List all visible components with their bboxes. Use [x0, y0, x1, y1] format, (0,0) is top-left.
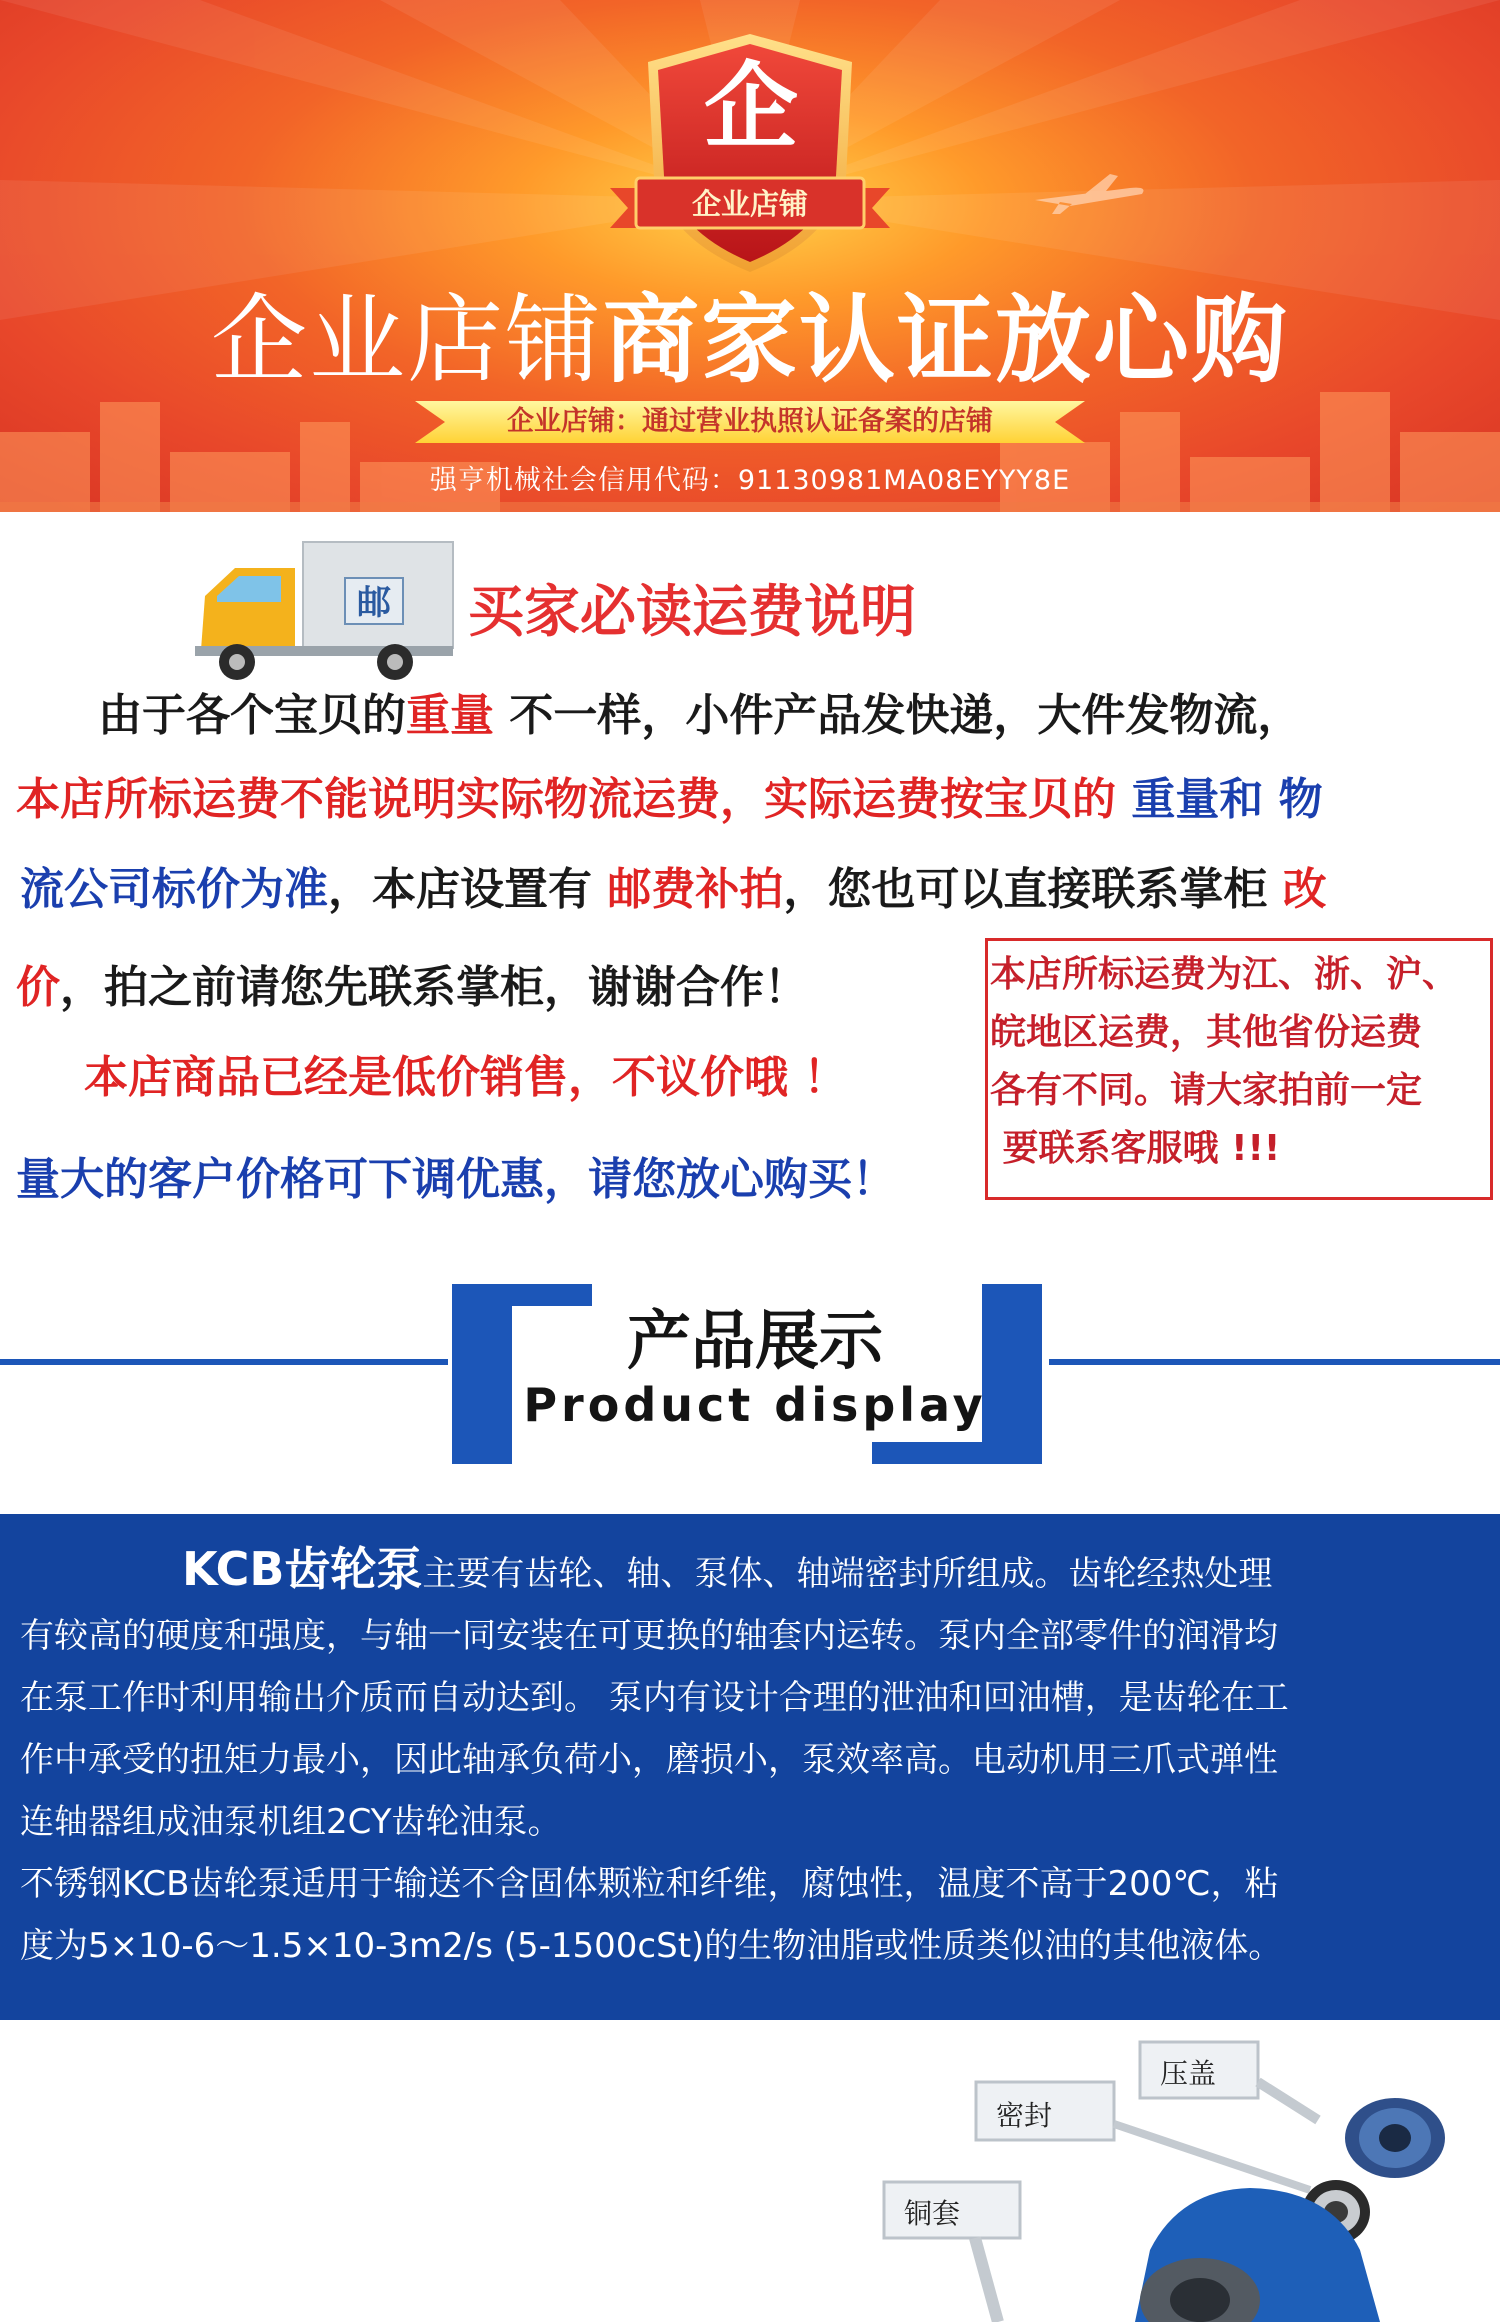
notice-text: 价 — [16, 962, 60, 1013]
product-description — [20, 1538, 1490, 1977]
delivery-truck-icon — [195, 538, 460, 683]
pump-parts-diagram — [0, 2020, 1500, 2322]
label-seal: 密封 — [996, 2099, 1053, 2132]
notice-text: 改 — [1282, 864, 1327, 915]
notice-text: 流公司标价为准 — [20, 864, 328, 915]
notice-line-6 — [16, 1152, 896, 1208]
regional-shipping-note — [990, 946, 1490, 1178]
banner-title-regular: 企业店铺 — [211, 284, 603, 396]
notice-text: 重量 — [406, 690, 494, 741]
description-line — [20, 1538, 1490, 1605]
notice-text: ，您也可以直接联系掌柜 — [783, 864, 1283, 915]
banner-title — [0, 285, 1500, 395]
shipping-notice-heading: 买家必读运费说明 — [468, 580, 916, 645]
description-text: 主要有齿轮、轴、泵体、轴端密封所组成。齿轮经热处理 — [422, 1554, 1273, 1594]
banner-title-bold: 商家认证放心购 — [603, 284, 1289, 396]
notice-line-4 — [16, 960, 808, 1016]
banner-subtitle: 企业店铺：通过营业执照认证备案的店铺 — [507, 406, 993, 437]
description-line: 度为5×10-6～1.5×10-3m2/s (5-1500cSt)的生物油脂或性质类似油的其他液体。 — [20, 1926, 1283, 1966]
notice-text: 由于各个宝贝的 — [98, 690, 406, 741]
note-line: 皖地区运费，其他省份运费 — [990, 1012, 1423, 1053]
badge-character: 企 — [703, 53, 798, 162]
pump-parts-illustration — [0, 2020, 1500, 2322]
notice-line-2 — [16, 772, 1323, 828]
product-display-title: 产品展示 — [627, 1305, 883, 1379]
note-line: 各有不同。请大家拍前一定 — [990, 1070, 1423, 1111]
description-line: 在泵工作时利用输出介质而自动达到。 泵内有设计合理的泄油和回油槽，是齿轮在工 — [20, 1678, 1289, 1718]
note-line: 要联系客服哦 !!! — [990, 1128, 1281, 1169]
notice-line-3 — [20, 862, 1327, 918]
divider-left — [0, 1359, 448, 1365]
label-copper-sleeve: 铜套 — [904, 2197, 961, 2230]
description-line: 作中承受的扭矩力最小，因此轴承负荷小，磨损小，泵效率高。电动机用三爪式弹性 — [20, 1740, 1278, 1780]
enterprise-store-banner — [0, 0, 1500, 512]
notice-text: 重量和 物 — [1131, 774, 1323, 825]
notice-text: ，拍之前请您先联系掌柜，谢谢合作！ — [60, 962, 808, 1013]
notice-text: 本店商品已经是低价销售，不议价哦 ！ — [84, 1052, 848, 1103]
notice-text: 邮费补拍 — [607, 864, 784, 915]
divider-right — [1049, 1359, 1500, 1365]
description-line: 不锈钢KCB齿轮泵适用于输送不含固体颗粒和纤维，腐蚀性，温度不高于200℃，粘 — [20, 1864, 1279, 1904]
notice-text: 量大的客户价格可下调优惠，请您放心购买！ — [16, 1154, 896, 1205]
truck-sign: 邮 — [357, 583, 391, 623]
notice-line-5 — [84, 1050, 847, 1106]
airplane-icon — [1030, 170, 1150, 220]
notice-text: 本店所标运费不能说明实际物流运费，实际运费按宝贝的 — [16, 774, 1132, 825]
notice-text: ，本店设置有 — [328, 864, 608, 915]
credit-code: 强亨机械社会信用代码：91130981MA08EYYY8E — [429, 465, 1071, 496]
product-display-subtitle: Product display — [523, 1378, 987, 1432]
description-line: 连轴器组成油泵机组2CY齿轮油泵。 — [20, 1802, 562, 1842]
description-line: 有较高的硬度和强度，与轴一同安装在可更换的轴套内运转。泵内全部零件的润滑均 — [20, 1616, 1278, 1656]
badge-ribbon-label: 企业店铺 — [691, 187, 808, 221]
notice-text: 不一样，小件产品发快递，大件发物流， — [494, 690, 1302, 741]
notice-line-1 — [98, 688, 1301, 744]
label-pressure-cover: 压盖 — [1160, 2057, 1217, 2090]
kcb-title: KCB齿轮泵 — [182, 1542, 423, 1596]
note-line: 本店所标运费为江、浙、沪、 — [990, 954, 1459, 995]
